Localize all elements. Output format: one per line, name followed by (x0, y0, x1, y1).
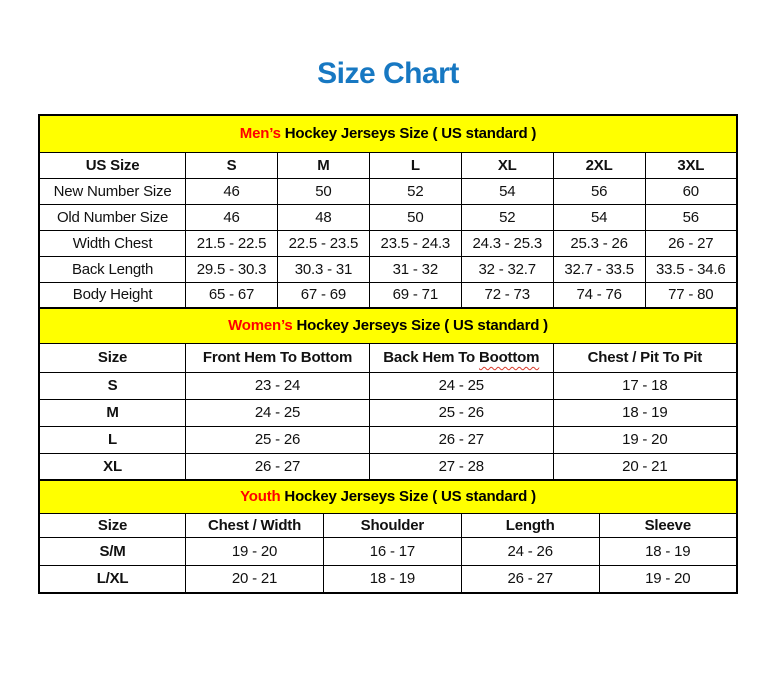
mens-value-cell: 77 - 80 (645, 282, 737, 308)
mens-value-cell: 31 - 32 (369, 256, 461, 282)
youth-value-cell: 26 - 27 (461, 565, 599, 593)
size-tables (38, 114, 738, 594)
womens-table-row (39, 426, 737, 453)
youth-value-cell: 19 - 20 (186, 537, 324, 565)
mens-value-cell: 56 (553, 178, 645, 204)
youth-row-label: L/XL (39, 565, 186, 593)
mens-table-row (39, 256, 737, 282)
womens-table-row (39, 372, 737, 399)
womens-row-label: S (39, 372, 186, 399)
mens-value-cell: 74 - 76 (553, 282, 645, 308)
mens-value-cell: 48 (277, 204, 369, 230)
womens-row-label: XL (39, 453, 186, 480)
mens-section-band (39, 115, 737, 152)
mens-value-cell: 50 (369, 204, 461, 230)
mens-value-cell: 67 - 69 (277, 282, 369, 308)
womens-value-cell: 17 - 18 (553, 372, 737, 399)
youth-row-label: S/M (39, 537, 186, 565)
womens-value-cell: 20 - 21 (553, 453, 737, 480)
youth-table-row (39, 537, 737, 565)
youth-table-row (39, 565, 737, 593)
mens-column-header-2: M (277, 152, 369, 178)
womens-value-cell: 25 - 26 (369, 399, 553, 426)
womens-table-row (39, 453, 737, 480)
mens-column-header-6: 3XL (645, 152, 737, 178)
mens-column-header-1: S (186, 152, 278, 178)
youth-size-table (38, 479, 738, 594)
youth-column-header-3: Length (461, 513, 599, 537)
mens-row-label: Back Length (39, 256, 186, 282)
page-title: Size Chart (317, 57, 459, 90)
youth-column-header-2: Shoulder (323, 513, 461, 537)
mens-table-row (39, 204, 737, 230)
youth-band-highlight: Youth (240, 488, 281, 506)
mens-value-cell: 60 (645, 178, 737, 204)
womens-value-cell: 26 - 27 (186, 453, 370, 480)
womens-value-cell: 24 - 25 (186, 399, 370, 426)
mens-column-header-5: 2XL (553, 152, 645, 178)
mens-value-cell: 69 - 71 (369, 282, 461, 308)
womens-value-cell: 19 - 20 (553, 426, 737, 453)
mens-row-label: Width Chest (39, 230, 186, 256)
womens-value-cell: 26 - 27 (369, 426, 553, 453)
youth-band-title: Hockey Jerseys Size ( US standard ) (280, 488, 536, 506)
mens-value-cell: 33.5 - 34.6 (645, 256, 737, 282)
youth-column-header-4: Sleeve (599, 513, 737, 537)
womens-value-cell: 24 - 25 (369, 372, 553, 399)
mens-value-cell: 32 - 32.7 (461, 256, 553, 282)
mens-value-cell: 29.5 - 30.3 (186, 256, 278, 282)
mens-column-header-4: XL (461, 152, 553, 178)
youth-value-cell: 18 - 19 (323, 565, 461, 593)
womens-band-highlight: Women’s (228, 317, 293, 335)
mens-value-cell: 26 - 27 (645, 230, 737, 256)
womens-column-header-1: Front Hem To Bottom (186, 343, 370, 372)
youth-column-header-1: Chest / Width (186, 513, 324, 537)
mens-value-cell: 52 (461, 204, 553, 230)
mens-value-cell: 46 (186, 204, 278, 230)
mens-table-row (39, 282, 737, 308)
mens-value-cell: 25.3 - 26 (553, 230, 645, 256)
mens-value-cell: 56 (645, 204, 737, 230)
youth-section-band (39, 480, 737, 513)
womens-table-row (39, 399, 737, 426)
mens-value-cell: 46 (186, 178, 278, 204)
mens-value-cell: 50 (277, 178, 369, 204)
youth-value-cell: 20 - 21 (186, 565, 324, 593)
womens-column-header-2 (369, 343, 553, 372)
mens-column-header-3: L (369, 152, 461, 178)
womens-row-label: L (39, 426, 186, 453)
mens-band-title: Hockey Jerseys Size ( US standard ) (280, 125, 537, 143)
womens-value-cell: 23 - 24 (186, 372, 370, 399)
mens-size-table (38, 114, 738, 309)
womens-column-header-0: Size (39, 343, 186, 372)
youth-column-header-0: Size (39, 513, 186, 537)
mens-value-cell: 52 (369, 178, 461, 204)
mens-value-cell: 32.7 - 33.5 (553, 256, 645, 282)
mens-band-highlight: Men’s (239, 125, 281, 143)
mens-value-cell: 21.5 - 22.5 (186, 230, 278, 256)
womens-column-header-2-misspelled-word: Boottom (478, 349, 540, 366)
youth-value-cell: 16 - 17 (323, 537, 461, 565)
mens-value-cell: 23.5 - 24.3 (369, 230, 461, 256)
mens-value-cell: 22.5 - 23.5 (277, 230, 369, 256)
womens-value-cell: 18 - 19 (553, 399, 737, 426)
mens-row-label: New Number Size (39, 178, 186, 204)
youth-value-cell: 19 - 20 (599, 565, 737, 593)
youth-value-cell: 18 - 19 (599, 537, 737, 565)
mens-value-cell: 72 - 73 (461, 282, 553, 308)
womens-value-cell: 27 - 28 (369, 453, 553, 480)
mens-value-cell: 54 (461, 178, 553, 204)
womens-size-table (38, 307, 738, 481)
mens-value-cell: 30.3 - 31 (277, 256, 369, 282)
mens-table-row (39, 230, 737, 256)
mens-table-row (39, 178, 737, 204)
womens-row-label: M (39, 399, 186, 426)
mens-value-cell: 54 (553, 204, 645, 230)
womens-column-header-3: Chest / Pit To Pit (553, 343, 737, 372)
mens-column-header-0: US Size (39, 152, 186, 178)
womens-value-cell: 25 - 26 (186, 426, 370, 453)
mens-value-cell: 24.3 - 25.3 (461, 230, 553, 256)
womens-band-title: Hockey Jerseys Size ( US standard ) (292, 317, 548, 335)
youth-value-cell: 24 - 26 (461, 537, 599, 565)
mens-value-cell: 65 - 67 (186, 282, 278, 308)
womens-section-band (39, 308, 737, 343)
mens-row-label: Old Number Size (39, 204, 186, 230)
womens-column-header-2-text: Back Hem To (383, 349, 479, 366)
mens-row-label: Body Height (39, 282, 186, 308)
